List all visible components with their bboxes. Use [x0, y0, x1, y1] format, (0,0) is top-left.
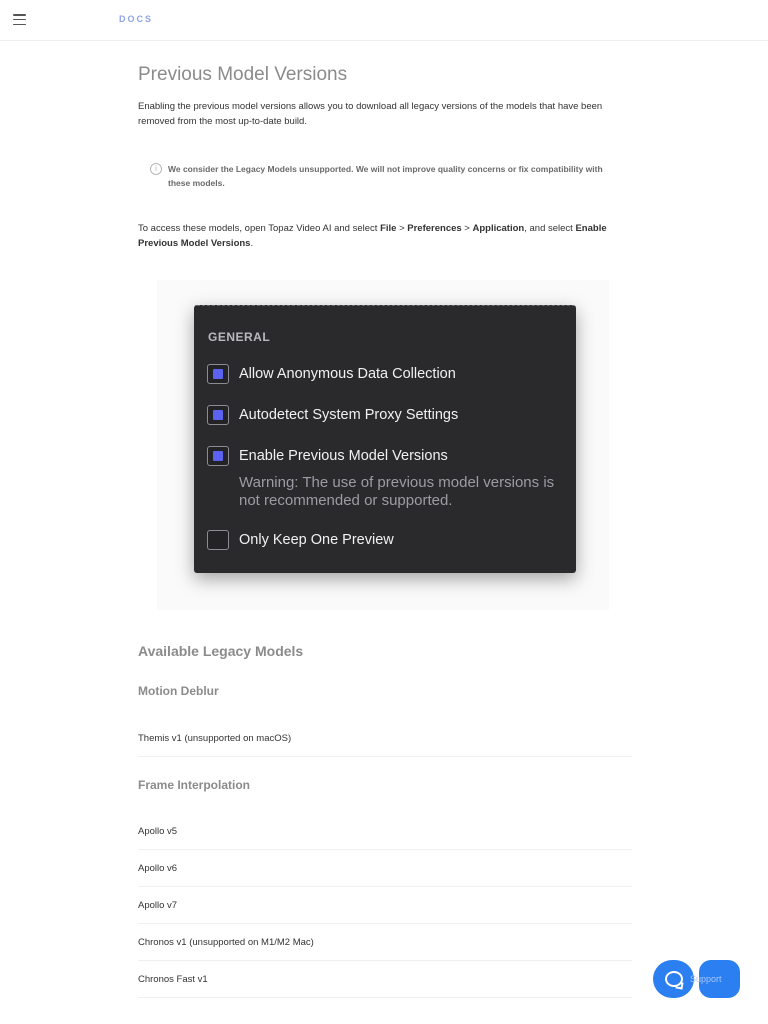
preferences-dialog [194, 305, 576, 573]
option-proxy-settings[interactable] [207, 405, 458, 425]
menu-path-file: File [380, 223, 397, 234]
checkbox-checked-mark [213, 410, 223, 420]
support-label: Support [690, 974, 722, 984]
motion-deblur-heading: Motion Deblur [138, 684, 219, 698]
legacy-models-heading: Available Legacy Models [138, 643, 304, 659]
access-end: . [250, 238, 254, 249]
intro-paragraph: Enabling the previous model versions allows you to download all legacy versions of the models that have been removed from the most up-to-date build. [138, 101, 603, 127]
support-widget [653, 960, 740, 998]
notice-text: We consider the Legacy Models unsupported. We will not improve quality concerns or fix compatibility with these models. [168, 164, 603, 188]
hamburger-icon[interactable] [13, 14, 26, 25]
checkbox[interactable] [207, 405, 229, 425]
setting-name: Enable Previous Model Versions [138, 223, 607, 249]
frame-interpolation-heading: Frame Interpolation [138, 778, 251, 792]
preferences-screenshot [157, 280, 609, 610]
dialog-heading: GENERAL [208, 330, 271, 344]
list-item: Chronos Fast v1 [138, 961, 632, 998]
checkbox-checked-mark [213, 369, 223, 379]
page-title: Previous Model Versions [138, 64, 348, 85]
menu-path-preferences: Preferences [407, 223, 462, 234]
option-one-preview[interactable] [207, 530, 394, 550]
info-icon: i [150, 163, 162, 175]
checkbox[interactable] [207, 446, 229, 466]
menu-path-application: Application [472, 223, 525, 234]
list-item: Chronos v1 (unsupported on M1/M2 Mac) [138, 924, 632, 961]
option-label: Enable Previous Model Versions [239, 448, 448, 464]
top-bar [0, 0, 768, 41]
access-mid: , and select [524, 223, 576, 234]
option-previous-models[interactable] [207, 446, 448, 466]
menu-path-separator: > [461, 223, 473, 234]
docs-logo[interactable]: DOCS [119, 14, 154, 24]
list-item: Apollo v6 [138, 850, 632, 887]
access-instructions [138, 221, 632, 251]
option-label: Allow Anonymous Data Collection [239, 366, 456, 382]
option-anonymous-data[interactable] [207, 364, 456, 384]
warning-text: Warning: The use of previous model versions is not recommended or supported. [239, 474, 555, 509]
access-prefix: To access these models, open Topaz Video AI and select [138, 223, 381, 234]
checkbox[interactable] [207, 364, 229, 384]
option-label: Autodetect System Proxy Settings [239, 407, 459, 423]
support-chat-button[interactable] [653, 960, 694, 998]
menu-path-separator: > [396, 223, 408, 234]
list-item: Apollo v7 [138, 887, 632, 924]
list-item: Apollo v5 [138, 813, 632, 850]
chat-bubble-icon [665, 971, 683, 987]
checkbox-checked-mark [213, 451, 223, 461]
checkbox[interactable] [207, 530, 229, 550]
option-label: Only Keep One Preview [239, 532, 394, 548]
support-button[interactable] [690, 960, 740, 998]
list-item: Themis v1 (unsupported on macOS) [138, 720, 632, 757]
